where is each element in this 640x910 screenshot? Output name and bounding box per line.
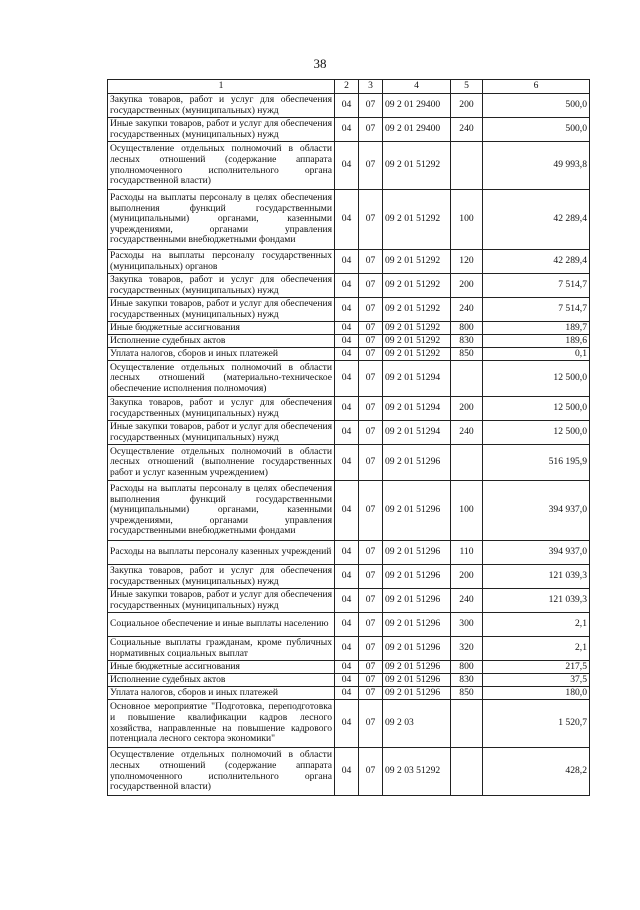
row-subsection: 07 bbox=[359, 481, 383, 541]
row-name: Иные закупки товаров, работ и услуг для обеспечения государственных (муниципальных) нужд bbox=[108, 298, 335, 322]
row-target-code: 09 2 01 29400 bbox=[383, 94, 451, 118]
row-subsection: 07 bbox=[359, 118, 383, 142]
row-amount: 1 520,7 bbox=[483, 700, 590, 748]
row-subsection: 07 bbox=[359, 298, 383, 322]
row-name: Расходы на выплаты персоналу в целях обеспечения выполнения функций государственными (муниципальными) органами, казенными учреждениями, органами управления государственными внебюджетными фондами bbox=[108, 190, 335, 250]
row-amount: 0,1 bbox=[483, 348, 590, 361]
row-expense-type: 200 bbox=[451, 565, 483, 589]
row-name: Иные закупки товаров, работ и услуг для обеспечения государственных (муниципальных) нужд bbox=[108, 118, 335, 142]
row-section: 04 bbox=[335, 397, 359, 421]
row-target-code: 09 2 01 51292 bbox=[383, 274, 451, 298]
row-amount: 121 039,3 bbox=[483, 589, 590, 613]
row-target-code: 09 2 01 51292 bbox=[383, 190, 451, 250]
row-expense-type: 100 bbox=[451, 481, 483, 541]
column-header: 6 bbox=[483, 80, 590, 94]
row-amount: 217,5 bbox=[483, 661, 590, 674]
row-expense-type: 800 bbox=[451, 661, 483, 674]
row-subsection: 07 bbox=[359, 274, 383, 298]
table-row bbox=[108, 142, 590, 190]
table-row bbox=[108, 250, 590, 274]
row-amount: 12 500,0 bbox=[483, 361, 590, 397]
row-amount: 2,1 bbox=[483, 613, 590, 637]
table-row bbox=[108, 190, 590, 250]
row-name: Иные бюджетные ассигнования bbox=[108, 322, 335, 335]
row-name: Социальные выплаты гражданам, кроме публичных нормативных социальных выплат bbox=[108, 637, 335, 661]
row-section: 04 bbox=[335, 674, 359, 687]
row-section: 04 bbox=[335, 142, 359, 190]
row-subsection: 07 bbox=[359, 613, 383, 637]
row-section: 04 bbox=[335, 700, 359, 748]
row-target-code: 09 2 01 51296 bbox=[383, 674, 451, 687]
row-expense-type: 830 bbox=[451, 335, 483, 348]
row-name: Закупка товаров, работ и услуг для обеспечения государственных (муниципальных) нужд bbox=[108, 94, 335, 118]
table-header-row bbox=[108, 80, 590, 94]
row-amount: 516 195,9 bbox=[483, 445, 590, 481]
row-expense-type bbox=[451, 700, 483, 748]
budget-table bbox=[107, 79, 590, 796]
row-target-code: 09 2 01 51296 bbox=[383, 541, 451, 565]
row-subsection: 07 bbox=[359, 250, 383, 274]
row-target-code: 09 2 01 51294 bbox=[383, 397, 451, 421]
row-name: Исполнение судебных актов bbox=[108, 335, 335, 348]
row-section: 04 bbox=[335, 687, 359, 700]
column-header: 5 bbox=[451, 80, 483, 94]
table-row bbox=[108, 335, 590, 348]
row-subsection: 07 bbox=[359, 94, 383, 118]
row-expense-type: 240 bbox=[451, 421, 483, 445]
row-subsection: 07 bbox=[359, 348, 383, 361]
row-subsection: 07 bbox=[359, 190, 383, 250]
row-section: 04 bbox=[335, 445, 359, 481]
table-row bbox=[108, 94, 590, 118]
row-amount: 500,0 bbox=[483, 94, 590, 118]
table-row bbox=[108, 700, 590, 748]
row-amount: 180,0 bbox=[483, 687, 590, 700]
row-expense-type: 200 bbox=[451, 397, 483, 421]
row-expense-type: 800 bbox=[451, 322, 483, 335]
row-expense-type: 110 bbox=[451, 541, 483, 565]
row-target-code: 09 2 01 51292 bbox=[383, 298, 451, 322]
row-subsection: 07 bbox=[359, 637, 383, 661]
row-amount: 500,0 bbox=[483, 118, 590, 142]
row-expense-type: 120 bbox=[451, 250, 483, 274]
row-section: 04 bbox=[335, 274, 359, 298]
row-name: Осуществление отдельных полномочий в области лесных отношений (выполнение государственных работ и услуг казенным учреждением) bbox=[108, 445, 335, 481]
row-section: 04 bbox=[335, 613, 359, 637]
row-subsection: 07 bbox=[359, 541, 383, 565]
table-row bbox=[108, 674, 590, 687]
table-row bbox=[108, 397, 590, 421]
row-amount: 394 937,0 bbox=[483, 541, 590, 565]
row-target-code: 09 2 01 51292 bbox=[383, 348, 451, 361]
row-amount: 189,7 bbox=[483, 322, 590, 335]
row-target-code: 09 2 01 51296 bbox=[383, 661, 451, 674]
row-amount: 42 289,4 bbox=[483, 190, 590, 250]
row-amount: 42 289,4 bbox=[483, 250, 590, 274]
row-target-code: 09 2 01 51296 bbox=[383, 589, 451, 613]
row-subsection: 07 bbox=[359, 687, 383, 700]
row-target-code: 09 2 01 51292 bbox=[383, 142, 451, 190]
row-expense-type bbox=[451, 748, 483, 796]
row-target-code: 09 2 01 51296 bbox=[383, 445, 451, 481]
row-amount: 37,5 bbox=[483, 674, 590, 687]
row-name: Исполнение судебных актов bbox=[108, 674, 335, 687]
row-section: 04 bbox=[335, 348, 359, 361]
table-row bbox=[108, 445, 590, 481]
row-expense-type: 320 bbox=[451, 637, 483, 661]
row-subsection: 07 bbox=[359, 748, 383, 796]
row-expense-type: 100 bbox=[451, 190, 483, 250]
table-row bbox=[108, 118, 590, 142]
row-subsection: 07 bbox=[359, 445, 383, 481]
column-header: 2 bbox=[335, 80, 359, 94]
row-target-code: 09 2 01 51292 bbox=[383, 250, 451, 274]
row-amount: 121 039,3 bbox=[483, 565, 590, 589]
row-name: Иные закупки товаров, работ и услуг для обеспечения государственных (муниципальных) нужд bbox=[108, 421, 335, 445]
row-amount: 428,2 bbox=[483, 748, 590, 796]
row-expense-type: 200 bbox=[451, 274, 483, 298]
row-expense-type: 240 bbox=[451, 118, 483, 142]
row-subsection: 07 bbox=[359, 674, 383, 687]
table-row bbox=[108, 541, 590, 565]
row-subsection: 07 bbox=[359, 322, 383, 335]
table-row bbox=[108, 348, 590, 361]
row-target-code: 09 2 01 51296 bbox=[383, 687, 451, 700]
row-expense-type: 850 bbox=[451, 348, 483, 361]
row-section: 04 bbox=[335, 335, 359, 348]
row-expense-type: 300 bbox=[451, 613, 483, 637]
row-section: 04 bbox=[335, 748, 359, 796]
row-section: 04 bbox=[335, 190, 359, 250]
column-header: 1 bbox=[108, 80, 335, 94]
row-name: Уплата налогов, сборов и иных платежей bbox=[108, 348, 335, 361]
row-subsection: 07 bbox=[359, 397, 383, 421]
row-expense-type: 830 bbox=[451, 674, 483, 687]
row-name: Осуществление отдельных полномочий в области лесных отношений (материально-техническое обеспечение исполнения полномочия) bbox=[108, 361, 335, 397]
row-expense-type: 200 bbox=[451, 94, 483, 118]
row-expense-type bbox=[451, 361, 483, 397]
row-section: 04 bbox=[335, 661, 359, 674]
row-amount: 12 500,0 bbox=[483, 397, 590, 421]
column-header: 3 bbox=[359, 80, 383, 94]
row-name: Основное мероприятие "Подготовка, переподготовка и повышение квалификации кадров лесного хозяйства, направленные на повышение кадрового потенциала лесного сектора экономики" bbox=[108, 700, 335, 748]
row-subsection: 07 bbox=[359, 589, 383, 613]
row-target-code: 09 2 01 51294 bbox=[383, 421, 451, 445]
row-expense-type bbox=[451, 142, 483, 190]
table-row bbox=[108, 661, 590, 674]
row-amount: 7 514,7 bbox=[483, 274, 590, 298]
row-target-code: 09 2 01 51296 bbox=[383, 481, 451, 541]
row-name: Расходы на выплаты персоналу государственных (муниципальных) органов bbox=[108, 250, 335, 274]
row-name: Иные бюджетные ассигнования bbox=[108, 661, 335, 674]
row-amount: 7 514,7 bbox=[483, 298, 590, 322]
row-amount: 394 937,0 bbox=[483, 481, 590, 541]
table-row bbox=[108, 274, 590, 298]
row-section: 04 bbox=[335, 94, 359, 118]
table-row bbox=[108, 637, 590, 661]
table-row bbox=[108, 481, 590, 541]
row-target-code: 09 2 01 51294 bbox=[383, 361, 451, 397]
row-name: Осуществление отдельных полномочий в области лесных отношений (содержание аппарата уполномоченного исполнительного органа государственной власти) bbox=[108, 748, 335, 796]
row-amount: 12 500,0 bbox=[483, 421, 590, 445]
table-row bbox=[108, 298, 590, 322]
row-section: 04 bbox=[335, 298, 359, 322]
row-name: Закупка товаров, работ и услуг для обеспечения государственных (муниципальных) нужд bbox=[108, 274, 335, 298]
row-section: 04 bbox=[335, 481, 359, 541]
row-section: 04 bbox=[335, 589, 359, 613]
row-amount: 2,1 bbox=[483, 637, 590, 661]
row-target-code: 09 2 03 bbox=[383, 700, 451, 748]
row-target-code: 09 2 01 51296 bbox=[383, 637, 451, 661]
row-subsection: 07 bbox=[359, 421, 383, 445]
row-subsection: 07 bbox=[359, 700, 383, 748]
row-expense-type bbox=[451, 445, 483, 481]
row-amount: 189,6 bbox=[483, 335, 590, 348]
page-number: 38 bbox=[313, 56, 327, 71]
row-section: 04 bbox=[335, 250, 359, 274]
row-name: Осуществление отдельных полномочий в области лесных отношений (содержание аппарата уполномоченного исполнительного органа государственной власти) bbox=[108, 142, 335, 190]
row-target-code: 09 2 01 51292 bbox=[383, 335, 451, 348]
row-amount: 49 993,8 bbox=[483, 142, 590, 190]
row-name: Расходы на выплаты персоналу казенных учреждений bbox=[108, 541, 335, 565]
table-row bbox=[108, 687, 590, 700]
row-target-code: 09 2 01 51296 bbox=[383, 565, 451, 589]
row-section: 04 bbox=[335, 421, 359, 445]
row-subsection: 07 bbox=[359, 142, 383, 190]
row-section: 04 bbox=[335, 541, 359, 565]
row-name: Закупка товаров, работ и услуг для обеспечения государственных (муниципальных) нужд bbox=[108, 565, 335, 589]
row-name: Уплата налогов, сборов и иных платежей bbox=[108, 687, 335, 700]
row-section: 04 bbox=[335, 565, 359, 589]
row-expense-type: 240 bbox=[451, 589, 483, 613]
row-expense-type: 850 bbox=[451, 687, 483, 700]
row-section: 04 bbox=[335, 361, 359, 397]
row-subsection: 07 bbox=[359, 335, 383, 348]
table-row bbox=[108, 361, 590, 397]
table-row bbox=[108, 748, 590, 796]
row-target-code: 09 2 01 51296 bbox=[383, 613, 451, 637]
table-row bbox=[108, 589, 590, 613]
row-section: 04 bbox=[335, 322, 359, 335]
table-row bbox=[108, 565, 590, 589]
column-header: 4 bbox=[383, 80, 451, 94]
table-row bbox=[108, 421, 590, 445]
row-target-code: 09 2 01 51292 bbox=[383, 322, 451, 335]
table-row bbox=[108, 322, 590, 335]
table-row bbox=[108, 613, 590, 637]
row-expense-type: 240 bbox=[451, 298, 483, 322]
row-name: Социальное обеспечение и иные выплаты населению bbox=[108, 613, 335, 637]
row-target-code: 09 2 03 51292 bbox=[383, 748, 451, 796]
row-name: Иные закупки товаров, работ и услуг для обеспечения государственных (муниципальных) нужд bbox=[108, 589, 335, 613]
row-subsection: 07 bbox=[359, 565, 383, 589]
row-name: Закупка товаров, работ и услуг для обеспечения государственных (муниципальных) нужд bbox=[108, 397, 335, 421]
row-section: 04 bbox=[335, 118, 359, 142]
row-target-code: 09 2 01 29400 bbox=[383, 118, 451, 142]
row-subsection: 07 bbox=[359, 661, 383, 674]
row-section: 04 bbox=[335, 637, 359, 661]
row-name: Расходы на выплаты персоналу в целях обеспечения выполнения функций государственными (муниципальными) органами, казенными учреждениями, органами управления государственными внебюджетными фондами bbox=[108, 481, 335, 541]
row-subsection: 07 bbox=[359, 361, 383, 397]
